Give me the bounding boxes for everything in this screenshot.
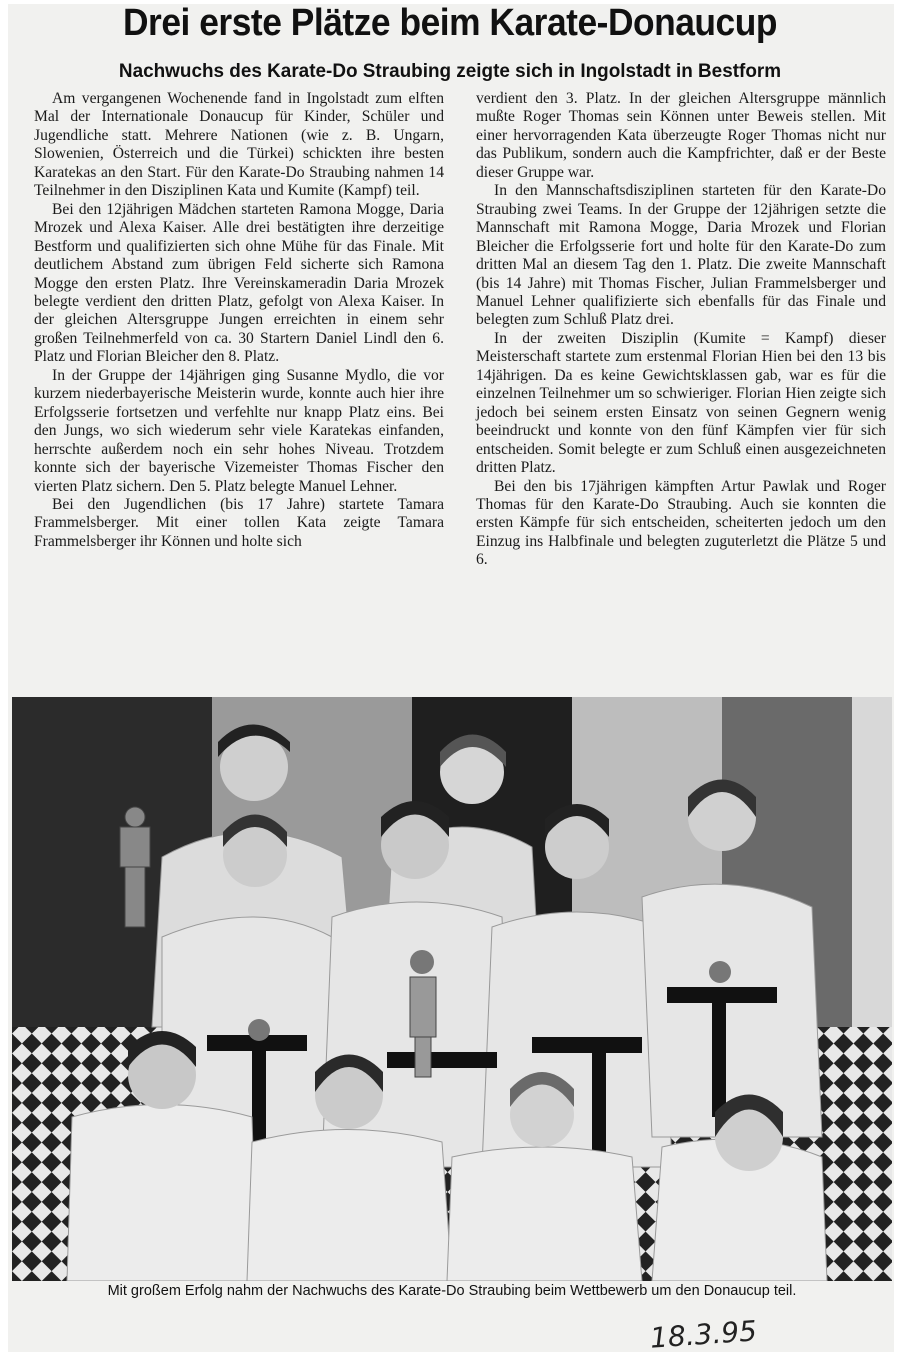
paragraph: Bei den Jugendlichen (bis 17 Jahre) startete Tamara Frammelsberger. Mit einer tollen Kata zeigte Tamara Frammelsberger ihr Können und holte sich [34, 495, 444, 550]
headline: Drei erste Plätze beim Karate-Donaucup [122, 2, 777, 44]
handwritten-date: 18.3.95 [648, 1314, 758, 1355]
paragraph: In der zweiten Disziplin (Kumite = Kampf) dieser Meisterschaft startete zum erstenmal Florian Hien bei den 13 bis 14jährigen. Da es keine Gewichtsklassen gab, war es für die einzelnen Teilnehmer um so schwieriger. Florian Hien zeigte sich jedoch bei seinem ersten Einsatz von seinen Gegnern wenig beeindruckt und konnte von den fünf Kämpfen vier für sich entscheiden. Somit belegte er zum Schluß einen ausgezeichneten dritten Platz. [476, 329, 886, 477]
team-photo [12, 697, 892, 1281]
article-column-2 [476, 90, 886, 570]
paragraph: In der Gruppe der 14jährigen ging Susanne Mydlo, die vor kurzem niederbayerische Meisterin wurde, konnte auch hier ihre Erfolgsserie fortsetzen und verfehlte nur knapp Platz eins. Bei den Jungs, wo sich wiederum sehr viele Karatekas einfanden, herrschte außerdem noch ein sehr hohes Niveau. Trotzdem konnte sich der bayerische Vizemeister Thomas Fischer den vierten Platz sichern. Den 5. Platz belegte Manuel Lehner. [34, 366, 444, 495]
paragraph: Bei den bis 17jährigen kämpften Artur Pawlak und Roger Thomas für den Karate-Do Straubing. Auch sie konnten die ersten Kämpfe für sich entscheiden, scheiterten jedoch um den Einzug ins Halbfinale und belegten zuguterletzt die Plätze 5 und 6. [476, 477, 886, 569]
subheadline: Nachwuchs des Karate-Do Straubing zeigte sich in Ingolstadt in Bestform [118, 60, 782, 82]
paragraph: verdient den 3. Platz. In der gleichen Altersgruppe männlich mußte Roger Thomas sein Können unter Beweis stellen. Mit einer hervorragenden Kata überzeugte Roger Thomas nicht nur das Publikum, sondern auch die Kampfrichter, daß er der Beste dieser Gruppe war. [476, 90, 886, 181]
paragraph: In den Mannschaftsdisziplinen starteten für den Karate-Do Straubing zwei Teams. In der Gruppe der 12jährigen setzte die Mannschaft mit Ramona Mogge, Daria Mrozek und Florian Bleicher die Erfolgsserie fort und holte für den Karate-Do zum dritten Mal an diesem Tag den 1. Platz. Die zweite Mannschaft (bis 14 Jahre) mit Thomas Fischer, Julian Frammelsberger und Manuel Lehner qualifizierte sich ebenfalls für das Finale und belegten zum Schluß Platz drei. [476, 182, 886, 329]
photo-caption: Mit großem Erfolg nahm der Nachwuchs des Karate-Do Straubing beim Wettbewerb um den Donaucup teil. [107, 1283, 797, 1299]
paragraph: Am vergangenen Wochenende fand in Ingolstadt zum elften Mal der Internationale Donaucup für Kinder, Schüler und Jugendliche statt. Mehrere Nationen (wie z. B. Ungarn, Slowenien, Österreich und die Türkei) schickten ihre besten Karatekas an den Start. Für den Karate-Do Straubing nahmen 14 Teilnehmer in den Disziplinen Kata und Kumite (Kampf) teil. [34, 90, 444, 200]
paragraph: Bei den 12jährigen Mädchen starteten Ramona Mogge, Daria Mrozek und Alexa Kaiser. Alle drei bestätigten ihre derzeitige Bestform und qualifizierten sich ohne Mühe für das Finale. Mit deutlichem Abstand zum übrigen Feld sicherte sich Ramona Mogge den ersten Platz. Ihre Vereinskameradin Daria Mrozek belegte verdient den dritten Platz, gefolgt von Alexa Kaiser. In der gleichen Altersgruppe Jungen erreichten in einem sehr großen Teilnehmerfeld von ca. 30 Startern Daniel Lindl den 6. Platz und Florian Bleicher den 8. Platz. [34, 200, 444, 366]
article-column-1 [34, 90, 444, 551]
